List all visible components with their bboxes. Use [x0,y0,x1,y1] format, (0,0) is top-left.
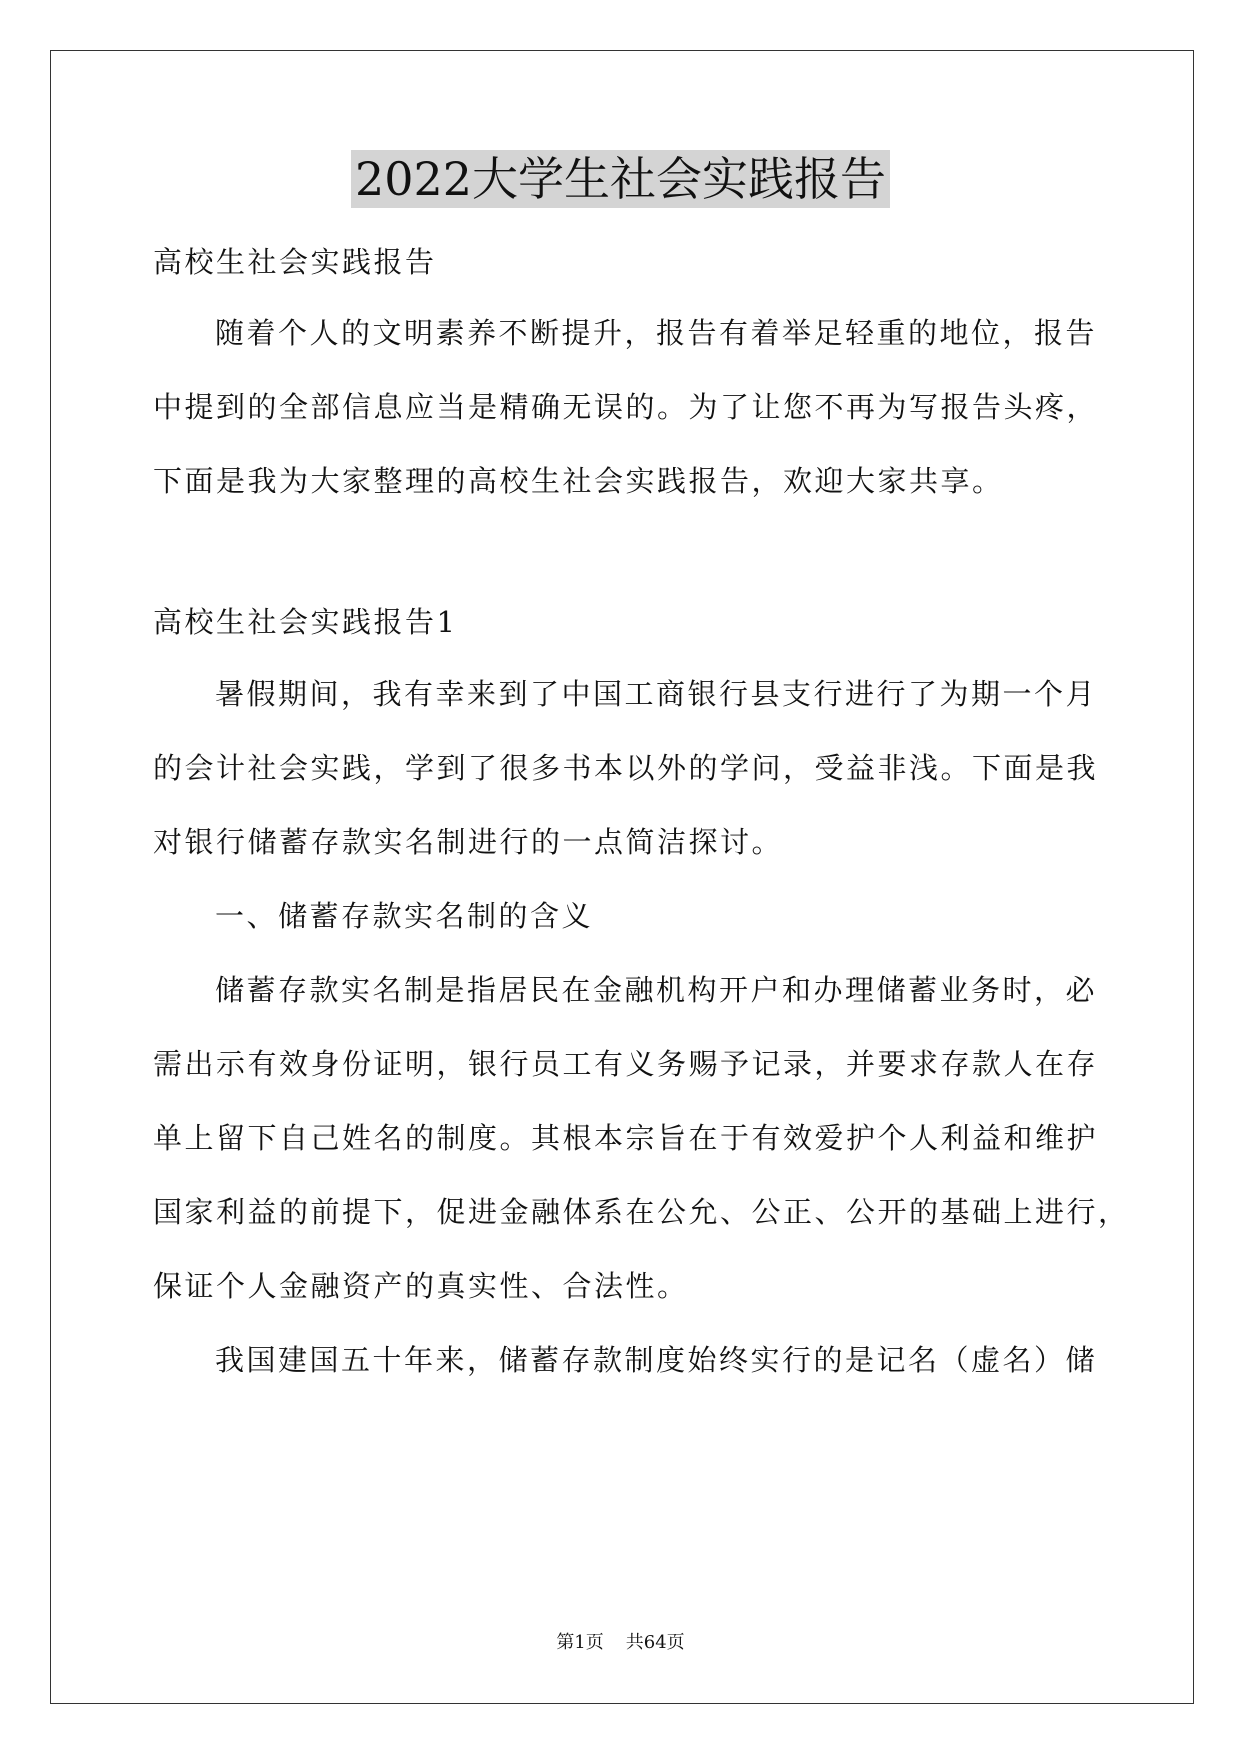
section-heading: 高校生社会实践报告1 [153,605,458,639]
page-footer [0,1631,1241,1655]
paragraph-line: 储蓄存款实名制是指居民在金融机构开户和办理储蓄业务时，必 [215,973,1098,1007]
paragraph-line: 中提到的全部信息应当是精确无误的。为了让您不再为写报告头疼， [153,390,1099,424]
section-heading: 高校生社会实践报告 [153,245,437,279]
paragraph-line: 暑假期间，我有幸来到了中国工商银行县支行进行了为期一个月 [215,677,1098,711]
paragraph-line: 下面是我为大家整理的高校生社会实践报告，欢迎大家共享。 [153,464,1004,498]
paragraph-line: 随着个人的文明素养不断提升，报告有着举足轻重的地位，报告 [215,316,1098,350]
paragraph-line: 的会计社会实践，学到了很多书本以外的学问，受益非浅。下面是我 [153,751,1099,785]
page-number: 第1页 [556,1632,604,1653]
paragraph-line: 单上留下自己姓名的制度。其根本宗旨在于有效爱护个人利益和维护 [153,1121,1099,1155]
paragraph-line: 需出示有效身份证明，银行员工有义务赐予记录，并要求存款人在存 [153,1047,1099,1081]
paragraph-line: 对银行储蓄存款实名制进行的一点简洁探讨。 [153,825,784,859]
page-total: 共64页 [625,1632,685,1653]
paragraph-line: 国家利益的前提下，促进金融体系在公允、公正、公开的基础上进行， [153,1195,1130,1229]
page-border [50,50,1194,1704]
document-title: 2022大学生社会实践报告 [351,150,890,208]
paragraph-line: 我国建国五十年来，储蓄存款制度始终实行的是记名（虚名）储 [215,1343,1098,1377]
title-wrap [0,150,1241,208]
paragraph-line: 保证个人金融资产的真实性、合法性。 [153,1269,689,1303]
subheading-line: 一、储蓄存款实名制的含义 [215,899,594,933]
